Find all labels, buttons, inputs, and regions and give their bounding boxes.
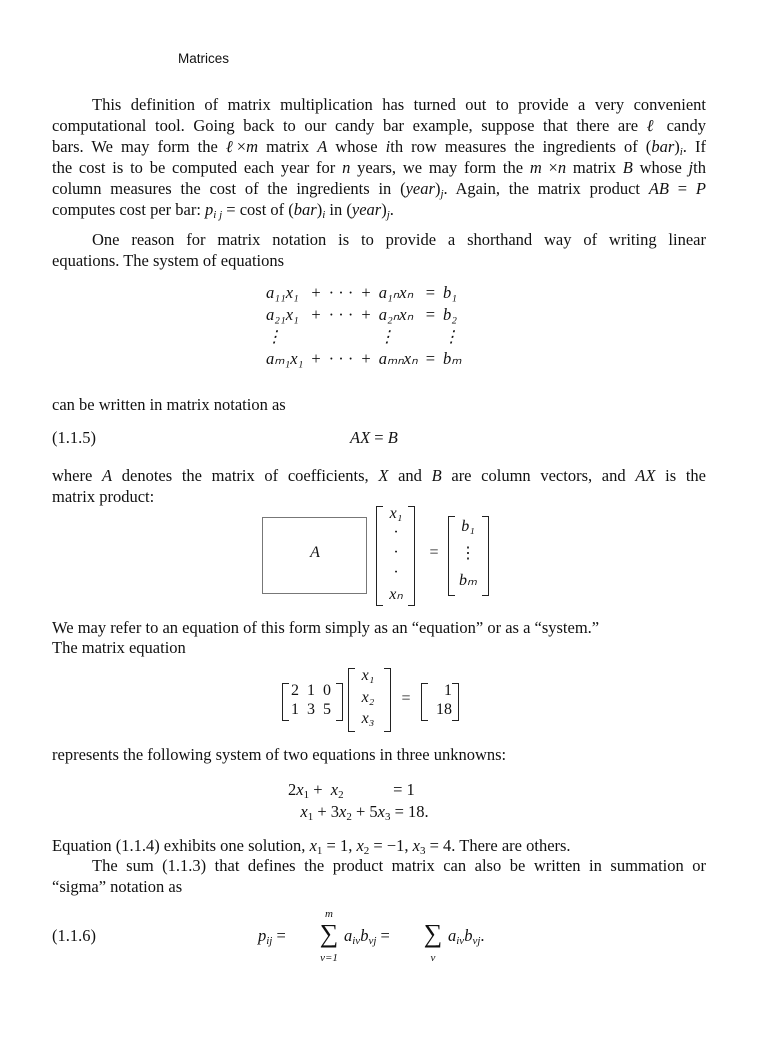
vector-entry: ·	[393, 524, 399, 541]
text-run: and	[388, 466, 432, 485]
text-run: ℓ	[646, 116, 658, 135]
equation-system	[262, 282, 466, 370]
text-run: =	[370, 428, 388, 447]
text-run: x	[296, 780, 304, 799]
text-run: νj	[472, 935, 481, 947]
paragraph-line	[52, 251, 706, 271]
text-run: m	[529, 158, 542, 177]
equation-term: ⋮	[266, 327, 283, 346]
equation-term: a₂₁x₁	[266, 305, 299, 324]
equation-number: (1.1.6)	[52, 926, 96, 945]
equation-term: =	[425, 349, 436, 368]
equation-term	[357, 326, 374, 348]
vector-entry: xₙ	[389, 586, 403, 603]
paragraph-line	[92, 856, 706, 876]
equation-term: aₘ₁x₁	[266, 349, 304, 368]
text-run: B	[622, 158, 633, 177]
text-run: 3	[419, 845, 426, 857]
text-run: X	[378, 466, 389, 485]
text-run: i j	[213, 209, 223, 221]
text-run: x	[339, 802, 347, 821]
text-run: Equation (1.1.4) exhibits one solution,	[52, 836, 310, 855]
text-run: 2	[363, 845, 370, 857]
sum-upper-limit: m	[325, 908, 333, 920]
text-run: + 5	[351, 802, 378, 821]
text-run: x	[330, 780, 339, 799]
text-run: 2	[338, 789, 344, 801]
text-run: n	[557, 158, 567, 177]
text-run: 2	[346, 811, 352, 823]
text-run: A	[317, 137, 328, 156]
text-run: ℓ	[225, 137, 237, 156]
text-run: th row measures the ingredients of (	[390, 137, 652, 156]
text-run: ×	[236, 137, 247, 156]
equation-term: +	[361, 283, 371, 302]
equation-term: +	[361, 349, 371, 368]
text-run: th	[693, 158, 706, 177]
text-run: B	[387, 428, 398, 447]
vector-entry: x₁	[389, 505, 403, 522]
matrix-entry: 2	[291, 682, 299, 699]
equation-term	[325, 326, 358, 348]
equation-term: bₘ	[443, 349, 462, 368]
vector-entry: x₁	[361, 667, 375, 684]
paragraph-line	[92, 95, 706, 115]
matrix-entry: 0	[323, 682, 331, 699]
text-run: i	[385, 137, 391, 156]
equals-sign: =	[401, 690, 411, 707]
vector-entry: x₃	[361, 710, 375, 727]
equation-term: · · ·	[328, 283, 354, 302]
text-run: matrix product:	[52, 487, 155, 506]
text-run: equations. The system of equations	[52, 251, 285, 270]
equation-term	[422, 326, 439, 348]
text-run: AX	[350, 428, 371, 447]
formula-lhs	[258, 926, 286, 946]
text-run: “sigma” notation as	[52, 877, 183, 896]
text-run: )	[674, 137, 680, 156]
equation-term: · · ·	[328, 349, 354, 368]
text-run: p	[258, 926, 267, 945]
text-run: iν	[352, 935, 361, 947]
vector-entry: b₁	[461, 518, 475, 535]
text-run: years, we may form the	[350, 158, 530, 177]
paragraph-line	[52, 487, 706, 507]
equation-number: (1.1.5)	[52, 428, 96, 447]
text-run: We may refer to an equation of this form simply as an “equation” or as a “system.”	[52, 618, 600, 637]
vector-entry: ·	[393, 544, 399, 561]
text-run: + 3	[313, 802, 340, 821]
right-bracket	[336, 683, 343, 721]
system-line	[288, 780, 415, 800]
paragraph-line	[52, 618, 706, 638]
sigma-icon: ∑	[423, 919, 443, 948]
text-run: x	[300, 802, 308, 821]
text-run: computes cost per bar:	[52, 200, 206, 219]
matrix-entry: 1	[307, 682, 315, 699]
paragraph-line	[52, 158, 706, 178]
text-run: j	[440, 188, 444, 200]
text-run: i	[322, 209, 326, 221]
text-run: x	[377, 802, 385, 821]
text-run: b	[464, 926, 473, 945]
text-run: denotes the matrix of coefficients,	[112, 466, 379, 485]
text-run: year	[405, 179, 435, 198]
text-run	[288, 802, 300, 821]
paragraph-line	[52, 836, 706, 856]
text-run: in (	[325, 200, 352, 219]
text-run: P	[695, 179, 707, 198]
equation-formula	[350, 428, 398, 448]
text-run: j	[688, 158, 694, 177]
text-run: . If	[682, 137, 706, 156]
text-run: bar	[651, 137, 675, 156]
sigma-icon: ∑	[319, 919, 339, 948]
equation-term: b₁	[443, 283, 458, 302]
text-run: ij	[266, 935, 273, 947]
vector-entry: 18	[436, 701, 452, 718]
text-run: bars. We may form the	[52, 137, 226, 156]
text-run: are column vectors, and	[441, 466, 636, 485]
text-run: represents the following system of two equations in three unknowns:	[52, 745, 507, 764]
paragraph-line	[52, 116, 706, 136]
text-run: whose	[632, 158, 689, 177]
text-run: matrix	[566, 158, 623, 177]
text-run: where	[52, 466, 102, 485]
vector-entry: 1	[444, 682, 452, 699]
text-run: . Again, the matrix product	[443, 179, 649, 198]
text-run: One reason for matrix notation is to provide a shorthand way of writing linear	[92, 230, 706, 249]
text-run: n	[342, 158, 351, 177]
text-run: a	[344, 926, 353, 945]
equation-row	[262, 326, 466, 348]
equation-term: ⋮	[378, 327, 396, 346]
text-run: iν	[456, 935, 465, 947]
text-run: column measures the cost of the ingredients in (	[52, 179, 406, 198]
equation-row	[262, 348, 466, 370]
text-run: AX	[635, 466, 656, 485]
paragraph-line	[52, 395, 706, 415]
text-run: ×	[541, 158, 558, 177]
text-run: = 4. There are others.	[425, 836, 571, 855]
equation-term: a₁ₙxₙ	[378, 283, 414, 302]
equation-term	[307, 326, 324, 348]
text-run: .	[480, 926, 485, 945]
paragraph-line	[52, 137, 706, 157]
vector-entry: x₂	[361, 689, 375, 706]
equals-sign: =	[429, 544, 439, 561]
text-run: = 1	[343, 780, 415, 799]
paragraph-line	[52, 745, 706, 765]
vector-entry: ·	[393, 564, 399, 581]
matrix-entry: 3	[307, 701, 315, 718]
text-run: 1	[316, 845, 323, 857]
equation-row	[262, 282, 466, 304]
text-run: 2	[288, 780, 297, 799]
text-run: )	[316, 200, 323, 219]
text-run: j	[386, 209, 390, 221]
text-run: )	[381, 200, 387, 219]
text-run: 1	[307, 811, 314, 823]
text-run: is the	[655, 466, 707, 485]
vector-entry: ⋮	[460, 545, 476, 562]
equation-term: =	[425, 283, 436, 302]
text-run: b	[360, 926, 369, 945]
text-run: x	[356, 836, 364, 855]
text-run: can be written in matrix notation as	[52, 395, 286, 414]
sum-lower-limit: ν	[430, 952, 436, 964]
equation-term: +	[311, 305, 321, 324]
equation-term: +	[311, 349, 321, 368]
text-run: =	[376, 926, 390, 945]
equation-term: a₂ₙxₙ	[378, 305, 414, 324]
text-run: )	[434, 179, 441, 198]
text-run: .	[389, 200, 394, 219]
text-run: = 18.	[390, 802, 429, 821]
text-run: = cost of (	[222, 200, 294, 219]
text-run: νj	[368, 935, 377, 947]
paragraph-line	[52, 877, 706, 897]
text-run: 3	[384, 811, 391, 823]
text-run: matrix	[257, 137, 318, 156]
text-run: AB	[648, 179, 669, 198]
equation-term: a₁₁x₁	[266, 283, 299, 302]
matrix-entry: 1	[291, 701, 299, 718]
text-run: x	[309, 836, 317, 855]
right-bracket	[452, 683, 459, 721]
text-run: m	[246, 137, 258, 156]
text-run: a	[448, 926, 457, 945]
text-run: = −1,	[369, 836, 413, 855]
vector-entry: bₘ	[459, 572, 477, 589]
text-run: A	[101, 466, 113, 485]
equation-term: · · ·	[328, 305, 354, 324]
sum-lower-limit: ν=1	[320, 952, 338, 964]
text-run: 1	[303, 789, 310, 801]
text-run: year	[351, 200, 382, 219]
paragraph-line	[52, 179, 706, 199]
system-line	[288, 802, 429, 822]
paragraph-line	[52, 638, 706, 658]
text-run: p	[205, 200, 214, 219]
text-run: computational tool. Going back to our candy bar example, suppose that there are	[52, 116, 647, 135]
text-run: candy	[658, 116, 706, 135]
formula-term	[448, 926, 485, 946]
text-run: This definition of matrix multiplication has turned out to provide a very convenient	[92, 95, 706, 114]
text-run: = 1,	[322, 836, 357, 855]
text-run: the cost is to be computed each year for	[52, 158, 343, 177]
matrix-entry: 5	[323, 701, 331, 718]
paragraph-line	[92, 230, 706, 250]
matrix-a-label: A	[310, 544, 320, 561]
text-run: i	[679, 146, 683, 158]
text-run: x	[412, 836, 420, 855]
equation-term: aₘₙxₙ	[378, 349, 418, 368]
text-run: whose	[327, 137, 386, 156]
equation-term: +	[361, 305, 371, 324]
equation-row	[262, 304, 466, 326]
equation-term: ⋮	[443, 327, 460, 346]
text-run: bar	[293, 200, 317, 219]
paragraph-line	[52, 466, 706, 486]
formula-term	[344, 926, 390, 946]
paragraph-line	[52, 200, 706, 220]
running-header: Matrices	[178, 51, 230, 66]
equation-term: b₂	[443, 305, 458, 324]
text-run: +	[309, 780, 331, 799]
equation-term: =	[425, 305, 436, 324]
right-bracket	[384, 668, 391, 732]
equation-term: +	[311, 283, 321, 302]
text-run: B	[431, 466, 442, 485]
text-run: =	[669, 179, 696, 198]
text-run: =	[272, 926, 286, 945]
text-run: The matrix equation	[52, 638, 186, 657]
text-run: The sum (1.1.3) that defines the product matrix can also be written in summation or	[92, 856, 706, 875]
